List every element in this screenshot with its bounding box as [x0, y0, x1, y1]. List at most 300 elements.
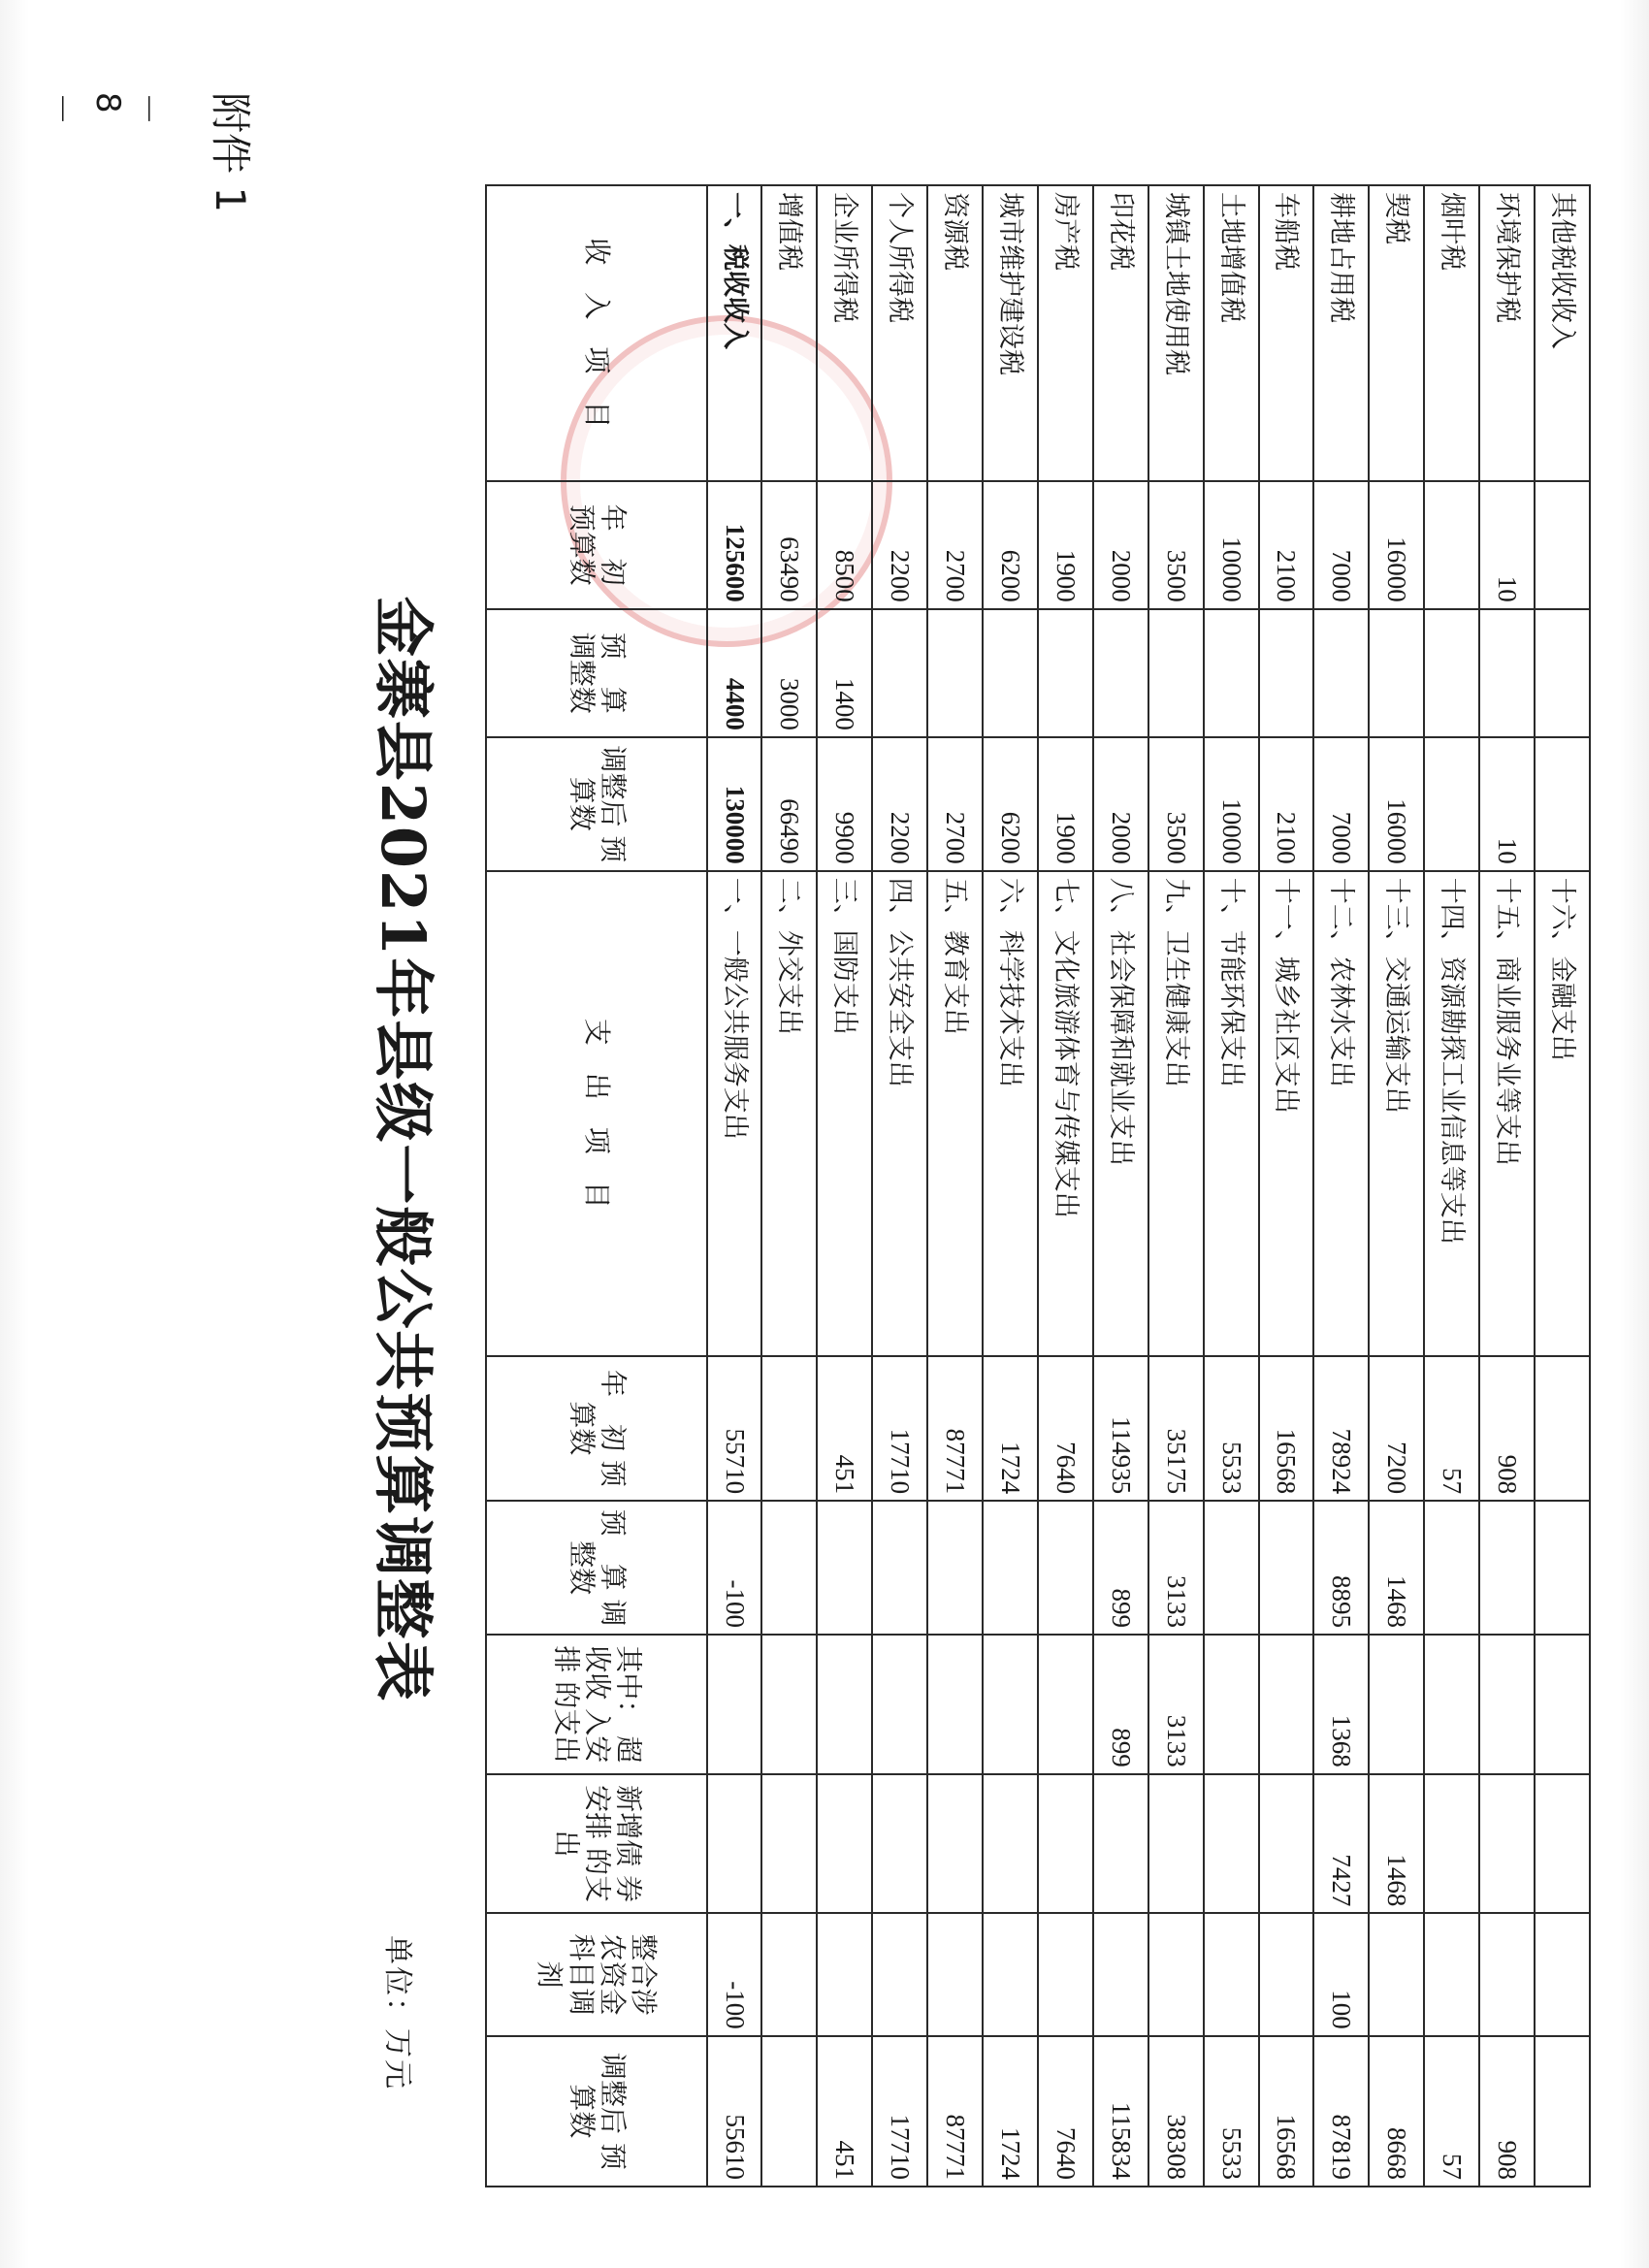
cell-text: 2000: [1106, 549, 1136, 602]
cell-income-item: [1093, 185, 1148, 481]
cell-expense-new-bond: [872, 1774, 927, 1914]
cell-text: 5533: [1216, 1442, 1246, 1495]
cell-expense-over-revenue: [1313, 1635, 1369, 1774]
cell-text: 125600: [720, 523, 750, 602]
cell-expense-adjust: [1038, 1501, 1093, 1635]
cell-text: 57: [1438, 2154, 1468, 2180]
cell-income-item: [983, 185, 1038, 481]
cell-text: 38308: [1161, 2114, 1191, 2180]
header-income-after: 调整后 预算数: [486, 737, 707, 871]
cell-text: 908: [1493, 2140, 1523, 2180]
budget-table-wrapper: [485, 184, 1591, 2187]
cell-text: 451: [830, 1454, 860, 1495]
cell-text: 114935: [1106, 1416, 1136, 1495]
cell-income-adjust: [1148, 609, 1204, 737]
cell-expense-initial: [1313, 1356, 1369, 1501]
cell-text: 3133: [1161, 1575, 1191, 1629]
cell-expense-after: [1204, 2036, 1259, 2187]
cell-text: 10: [1493, 837, 1523, 864]
cell-text: 16568: [1272, 2114, 1302, 2180]
cell-text: 4400: [720, 677, 750, 730]
cell-text: 10000: [1216, 798, 1246, 864]
cell-income-initial: [872, 481, 927, 609]
table-row: [927, 185, 983, 2187]
cell-text: 房产税: [1050, 192, 1081, 271]
cell-text: 一、税收收入: [719, 192, 750, 349]
cell-expense-adjust: [761, 1501, 817, 1635]
cell-income-initial: [927, 481, 983, 609]
cell-text: 8668: [1382, 2127, 1412, 2180]
cell-text: 7000: [1327, 549, 1357, 602]
cell-expense-initial: [1479, 1356, 1535, 1501]
cell-text: 十四、资源勘探工业信息等支出: [1437, 877, 1468, 1245]
cell-income-initial: [1259, 481, 1314, 609]
cell-text: 一、一般公共服务支出: [719, 877, 750, 1140]
cell-text: 七、文化旅游体育与传媒支出: [1050, 877, 1081, 1218]
cell-text: 其他税收收入: [1547, 192, 1577, 349]
cell-text: 55610: [720, 2114, 750, 2180]
cell-expense-adjust: [707, 1501, 762, 1635]
cell-income-item: [1369, 185, 1424, 481]
cell-text: 契税: [1381, 192, 1412, 244]
cell-expense-agri-funds: [983, 1913, 1038, 2035]
cell-text: 土地增值税: [1215, 192, 1246, 323]
cell-text: 2000: [1106, 811, 1136, 864]
cell-income-after: [927, 737, 983, 871]
cell-text: 六、科学技术支出: [995, 877, 1026, 1087]
cell-income-initial: [761, 481, 817, 609]
cell-expense-over-revenue: [1424, 1635, 1479, 1774]
cell-expense-adjust: [1479, 1501, 1535, 1635]
cell-text: 7640: [1051, 1442, 1081, 1495]
cell-expense-initial: [1148, 1356, 1204, 1501]
cell-expense-new-bond: [1369, 1774, 1424, 1914]
cell-text: 7000: [1327, 811, 1357, 864]
header-row: [486, 185, 707, 2187]
cell-income-initial: [983, 481, 1038, 609]
cell-income-initial: [1535, 481, 1590, 609]
cell-income-initial: [1148, 481, 1204, 609]
cell-text: 3500: [1161, 549, 1191, 602]
cell-text: 1400: [830, 677, 860, 730]
cell-text: 63490: [775, 536, 805, 602]
cell-expense-agri-funds: [1424, 1913, 1479, 2035]
cell-expense-initial: [707, 1356, 762, 1501]
cell-expense-initial: [983, 1356, 1038, 1501]
cell-expense-after: [872, 2036, 927, 2187]
cell-expense-over-revenue: [1259, 1635, 1314, 1774]
cell-income-item: [1204, 185, 1259, 481]
cell-expense-item: [1204, 871, 1259, 1356]
cell-expense-adjust: [1259, 1501, 1314, 1635]
cell-expense-item: [1369, 871, 1424, 1356]
cell-income-after: [1535, 737, 1590, 871]
cell-expense-agri-funds: [1479, 1913, 1535, 2035]
cell-income-initial: [1424, 481, 1479, 609]
cell-income-after: [1259, 737, 1314, 871]
cell-expense-new-bond: [1093, 1774, 1148, 1914]
cell-expense-over-revenue: [1148, 1635, 1204, 1774]
cell-expense-agri-funds: [1535, 1913, 1590, 2035]
cell-expense-agri-funds: [1148, 1913, 1204, 2035]
cell-text: 十五、商业服务业等支出: [1492, 877, 1523, 1166]
cell-text: 资源税: [940, 192, 971, 271]
cell-expense-item: [872, 871, 927, 1356]
cell-expense-item: [1038, 871, 1093, 1356]
cell-text: 十、节能环保支出: [1215, 877, 1246, 1087]
cell-income-after: [1148, 737, 1204, 871]
cell-income-after: [983, 737, 1038, 871]
cell-expense-new-bond: [817, 1774, 872, 1914]
cell-expense-agri-funds: [1369, 1913, 1424, 2035]
cell-text: 二、外交支出: [774, 877, 805, 1035]
cell-text: 3133: [1161, 1714, 1191, 1767]
cell-expense-over-revenue: [761, 1635, 817, 1774]
cell-expense-adjust: [983, 1501, 1038, 1635]
cell-expense-item: [1424, 871, 1479, 1356]
cell-expense-agri-funds: [1038, 1913, 1093, 2035]
cell-text: 16568: [1272, 1428, 1302, 1495]
cell-expense-after: [761, 2036, 817, 2187]
cell-text: 个人所得税: [885, 192, 916, 323]
cell-expense-initial: [1424, 1356, 1479, 1501]
cell-expense-initial: [761, 1356, 817, 1501]
cell-expense-after: [1148, 2036, 1204, 2187]
cell-income-after: [872, 737, 927, 871]
cell-text: 100: [1327, 1990, 1357, 2029]
cell-income-item: [707, 185, 762, 481]
cell-expense-item: [817, 871, 872, 1356]
cell-text: 2100: [1272, 811, 1302, 864]
cell-text: 7427: [1327, 1854, 1357, 1907]
table-row: [1093, 185, 1148, 2187]
cell-expense-over-revenue: [1479, 1635, 1535, 1774]
table-row: [1148, 185, 1204, 2187]
cell-expense-after: [1535, 2036, 1590, 2187]
header-expense-initial: 年 初 预算数: [486, 1356, 707, 1501]
cell-expense-adjust: [1424, 1501, 1479, 1635]
cell-text: 十六、金融支出: [1547, 877, 1577, 1061]
cell-income-initial: [707, 481, 762, 609]
cell-expense-adjust: [1369, 1501, 1424, 1635]
cell-text: -100: [720, 1981, 750, 2029]
table-row: [1204, 185, 1259, 2187]
cell-expense-item: [1313, 871, 1369, 1356]
cell-expense-new-bond: [1479, 1774, 1535, 1914]
cell-text: 增值税: [774, 192, 805, 271]
cell-text: 耕地占用税: [1326, 192, 1357, 323]
cell-expense-after: [1424, 2036, 1479, 2187]
cell-income-initial: [1038, 481, 1093, 609]
cell-text: 35175: [1161, 1428, 1191, 1495]
cell-text: 三、国防支出: [829, 877, 860, 1035]
cell-income-adjust: [1204, 609, 1259, 737]
rotated-document: [42, 92, 1591, 2207]
cell-expense-initial: [872, 1356, 927, 1501]
cell-income-after: [817, 737, 872, 871]
cell-expense-adjust: [927, 1501, 983, 1635]
cell-expense-item: [983, 871, 1038, 1356]
cell-expense-adjust: [1535, 1501, 1590, 1635]
cell-text: 66490: [775, 798, 805, 864]
table-row: [1479, 185, 1535, 2187]
cell-expense-over-revenue: [1204, 1635, 1259, 1774]
cell-income-item: [761, 185, 817, 481]
cell-text: 城镇土地使用税: [1160, 192, 1191, 375]
cell-text: 8895: [1327, 1575, 1357, 1629]
cell-text: 87771: [941, 1428, 971, 1495]
cell-expense-new-bond: [1313, 1774, 1369, 1914]
cell-income-after: [1424, 737, 1479, 871]
cell-expense-over-revenue: [1535, 1635, 1590, 1774]
cell-income-adjust: [1424, 609, 1479, 737]
cell-expense-new-bond: [1535, 1774, 1590, 1914]
cell-income-adjust: [1313, 609, 1369, 737]
cell-income-item: [872, 185, 927, 481]
table-row: [707, 185, 762, 2187]
cell-text: 十二、农林水支出: [1326, 877, 1357, 1087]
cell-expense-adjust: [872, 1501, 927, 1635]
cell-text: 10: [1493, 575, 1523, 602]
header-expense-item: 支 出 项 目: [486, 871, 707, 1356]
cell-text: 908: [1493, 1454, 1523, 1495]
cell-expense-adjust: [1148, 1501, 1204, 1635]
cell-income-adjust: [1259, 609, 1314, 737]
cell-expense-item: [761, 871, 817, 1356]
cell-text: 3000: [775, 677, 805, 730]
cell-text: 10000: [1216, 536, 1246, 602]
cell-expense-over-revenue: [1038, 1635, 1093, 1774]
cell-income-adjust: [983, 609, 1038, 737]
cell-income-item: [1424, 185, 1479, 481]
cell-text: 八、社会保障和就业支出: [1105, 877, 1136, 1166]
table-body: [486, 185, 1590, 2187]
cell-income-item: [927, 185, 983, 481]
cell-expense-agri-funds: [1093, 1913, 1148, 2035]
cell-expense-over-revenue: [817, 1635, 872, 1774]
cell-income-adjust: [1535, 609, 1590, 737]
cell-expense-adjust: [817, 1501, 872, 1635]
table-row: [983, 185, 1038, 2187]
cell-text: 7640: [1051, 2127, 1081, 2180]
cell-text: 899: [1106, 1588, 1136, 1629]
cell-text: 8500: [830, 549, 860, 602]
cell-text: 115834: [1106, 2102, 1136, 2180]
cell-text: 451: [830, 2140, 860, 2180]
table-row: [1038, 185, 1093, 2187]
cell-expense-initial: [1259, 1356, 1314, 1501]
cell-expense-item: [1093, 871, 1148, 1356]
cell-expense-new-bond: [1204, 1774, 1259, 1914]
cell-expense-over-revenue: [983, 1635, 1038, 1774]
cell-text: 2200: [886, 549, 916, 602]
table-row: [1535, 185, 1590, 2187]
cell-expense-over-revenue: [1369, 1635, 1424, 1774]
cell-expense-after: [707, 2036, 762, 2187]
cell-expense-initial: [1038, 1356, 1093, 1501]
cell-expense-agri-funds: [872, 1913, 927, 2035]
cell-expense-item: [927, 871, 983, 1356]
cell-expense-item: [1479, 871, 1535, 1356]
cell-income-adjust: [1038, 609, 1093, 737]
cell-text: 2700: [941, 811, 971, 864]
cell-expense-new-bond: [761, 1774, 817, 1914]
cell-expense-adjust: [1204, 1501, 1259, 1635]
cell-income-item: [1038, 185, 1093, 481]
cell-income-adjust: [872, 609, 927, 737]
cell-income-adjust: [707, 609, 762, 737]
table-row: [872, 185, 927, 2187]
cell-expense-new-bond: [927, 1774, 983, 1914]
cell-text: 5533: [1216, 2127, 1246, 2180]
cell-expense-over-revenue: [707, 1635, 762, 1774]
cell-expense-adjust: [1313, 1501, 1369, 1635]
cell-text: 17710: [886, 1428, 916, 1495]
cell-income-adjust: [817, 609, 872, 737]
cell-income-initial: [1313, 481, 1369, 609]
cell-expense-over-revenue: [1093, 1635, 1148, 1774]
cell-text: 企业所得税: [829, 192, 860, 323]
cell-text: 16000: [1382, 798, 1412, 864]
cell-income-after: [1313, 737, 1369, 871]
cell-expense-item: [1535, 871, 1590, 1356]
cell-expense-new-bond: [1148, 1774, 1204, 1914]
cell-text: 16000: [1382, 536, 1412, 602]
cell-expense-initial: [1369, 1356, 1424, 1501]
cell-income-after: [707, 737, 762, 871]
cell-income-adjust: [927, 609, 983, 737]
cell-expense-new-bond: [707, 1774, 762, 1914]
cell-text: 899: [1106, 1728, 1136, 1767]
cell-expense-initial: [1093, 1356, 1148, 1501]
cell-text: 6200: [996, 549, 1026, 602]
cell-text: 九、卫生健康支出: [1160, 877, 1191, 1087]
cell-expense-after: [1313, 2036, 1369, 2187]
cell-expense-initial: [927, 1356, 983, 1501]
cell-text: 87771: [941, 2114, 971, 2180]
cell-text: 印花税: [1105, 192, 1136, 271]
cell-income-adjust: [1479, 609, 1535, 737]
cell-income-after: [1093, 737, 1148, 871]
cell-income-initial: [1479, 481, 1535, 609]
cell-income-initial: [817, 481, 872, 609]
cell-expense-agri-funds: [1259, 1913, 1314, 2035]
cell-expense-after: [1479, 2036, 1535, 2187]
cell-income-initial: [1369, 481, 1424, 609]
header-expense-over-revenue: 其中： 超收收 入安排 的支出: [486, 1635, 707, 1774]
table-row: [761, 185, 817, 2187]
cell-text: 1724: [996, 1442, 1026, 1495]
cell-expense-after: [817, 2036, 872, 2187]
header-expense-new-bond: 新增债 券安排 的支出: [486, 1774, 707, 1914]
cell-text: 17710: [886, 2114, 916, 2180]
cell-text: 55710: [720, 1428, 750, 1495]
cell-expense-after: [927, 2036, 983, 2187]
cell-text: -100: [720, 1579, 750, 1629]
cell-text: 57: [1438, 1468, 1468, 1495]
cell-expense-new-bond: [1424, 1774, 1479, 1914]
cell-text: 7200: [1382, 1442, 1412, 1495]
cell-expense-agri-funds: [927, 1913, 983, 2035]
cell-text: 3500: [1161, 811, 1191, 864]
table-row: [817, 185, 872, 2187]
cell-income-initial: [1093, 481, 1148, 609]
cell-expense-new-bond: [1038, 1774, 1093, 1914]
cell-expense-after: [1259, 2036, 1314, 2187]
cell-text: 2100: [1272, 549, 1302, 602]
cell-income-item: [1535, 185, 1590, 481]
cell-income-adjust: [761, 609, 817, 737]
cell-text: 1900: [1051, 549, 1081, 602]
cell-text: 环境保护税: [1492, 192, 1523, 323]
cell-text: 五、教育支出: [940, 877, 971, 1035]
cell-expense-initial: [1204, 1356, 1259, 1501]
cell-income-item: [817, 185, 872, 481]
table-row: [1313, 185, 1369, 2187]
cell-income-item: [1313, 185, 1369, 481]
cell-income-after: [1479, 737, 1535, 871]
cell-text: 城市维护建设税: [995, 192, 1026, 375]
cell-text: 1368: [1327, 1714, 1357, 1767]
table-row: [1424, 185, 1479, 2187]
budget-adjustment-table: [485, 184, 1591, 2187]
cell-text: 2200: [886, 811, 916, 864]
page-title: 金寨县2021年县级一般公共预算调整表: [368, 596, 438, 1703]
cell-text: 87819: [1327, 2114, 1357, 2180]
cell-income-adjust: [1369, 609, 1424, 737]
cell-text: 1900: [1051, 811, 1081, 864]
cell-expense-agri-funds: [761, 1913, 817, 2035]
cell-expense-item: [1259, 871, 1314, 1356]
cell-expense-after: [1038, 2036, 1093, 2187]
cell-income-after: [1038, 737, 1093, 871]
header-expense-after: 调整后 预算数: [486, 2036, 707, 2187]
cell-expense-new-bond: [1259, 1774, 1314, 1914]
cell-expense-item: [707, 871, 762, 1356]
cell-text: 1468: [1382, 1854, 1412, 1907]
cell-text: 1724: [996, 2127, 1026, 2180]
cell-expense-agri-funds: [1204, 1913, 1259, 2035]
cell-text: 1468: [1382, 1575, 1412, 1629]
cell-expense-after: [1369, 2036, 1424, 2187]
cell-text: 十一、城乡社区支出: [1271, 877, 1302, 1114]
attachment-label: 附件 1: [207, 92, 254, 213]
cell-expense-item: [1148, 871, 1204, 1356]
cell-text: 78924: [1327, 1428, 1357, 1495]
table-row: [1259, 185, 1314, 2187]
cell-expense-over-revenue: [927, 1635, 983, 1774]
cell-text: 9900: [830, 811, 860, 864]
cell-text: 四、公共安全支出: [885, 877, 916, 1087]
cell-income-after: [761, 737, 817, 871]
header-income-adjust: 预 算 调整数: [486, 609, 707, 737]
cell-expense-agri-funds: [817, 1913, 872, 2035]
cell-income-item: [1259, 185, 1314, 481]
cell-income-adjust: [1093, 609, 1148, 737]
page-number: － 8 －: [42, 92, 167, 125]
cell-text: 车船税: [1271, 192, 1302, 271]
cell-text: 6200: [996, 811, 1026, 864]
header-expense-adjust: 预 算 调整数: [486, 1501, 707, 1635]
cell-expense-agri-funds: [707, 1913, 762, 2035]
cell-income-item: [1479, 185, 1535, 481]
cell-expense-initial: [1535, 1356, 1590, 1501]
cell-expense-after: [983, 2036, 1038, 2187]
cell-income-initial: [1204, 481, 1259, 609]
header-income-initial: 年 初 预算数: [486, 481, 707, 609]
header-income-item: 收 入 项 目: [486, 185, 707, 481]
unit-label: 单位：万元: [380, 1935, 414, 2090]
